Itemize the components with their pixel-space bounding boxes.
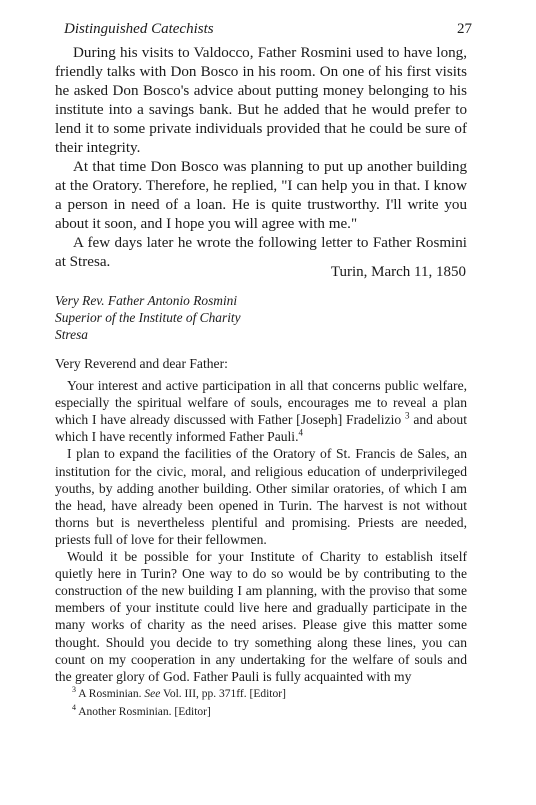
paragraph: A few days later he wrote the following letter to Father Rosmini at Stresa. bbox=[55, 235, 467, 270]
letter-dateline: Turin, March 11, 1850 bbox=[330, 264, 466, 280]
paragraph: During his visits to Valdocco, Father Rosmini used to have long, friendly talks with Don Bosco in his room. On one of his first visits he asked Don Bosco's advice about putting money belonging to his institute into a savings bank. But he added that he would prefer to lend it to some private individuals provided that he could be sure of their integrity. bbox=[55, 45, 467, 156]
address-line: Superior of the Institute of Charity bbox=[55, 310, 241, 325]
running-head bbox=[64, 20, 472, 38]
footnotes bbox=[72, 683, 286, 719]
letter-text: Your interest and active participation in all that concerns public welfare, especially the spiritual welfare of souls, encourages me to reveal a plan which I have already discussed with Father [Joseph] Fradelizio bbox=[55, 378, 467, 428]
page-number: 27 bbox=[457, 21, 472, 37]
footnote-text: Vol. III, pp. 371ff. [Editor] bbox=[163, 687, 286, 700]
letter-paragraph bbox=[55, 377, 467, 445]
footnote-mark: 4 bbox=[72, 702, 76, 712]
narrative-text bbox=[55, 44, 467, 272]
footnote-see: See bbox=[144, 687, 161, 700]
letter-text: and about which I have recently informed Father Pauli. bbox=[55, 412, 467, 445]
letter-paragraph: Would it be possible for your Institute of Charity to establish itself quietly here in Turin? One way to do so would be by contributing to the construction of the new building I am planning, with the proviso that some members of your institute could live here and gradually participate in the many works of charity as the need arises. Please give this matter some thought. Should you decide to try something along these lines, you can count on my cooperation in any undertaking for the welfare of souls and the greater glory of God. Father Pauli is fully acquainted with my bbox=[55, 549, 467, 684]
footnote-mark: 3 bbox=[72, 685, 76, 694]
footnote bbox=[72, 701, 286, 719]
footnote-reference: 4 bbox=[298, 427, 303, 438]
footnote-reference: 3 bbox=[405, 410, 410, 421]
letter-address bbox=[55, 292, 241, 343]
chapter-title: Distinguished Catechists bbox=[64, 21, 214, 37]
footnote bbox=[72, 683, 286, 701]
address-line: Stresa bbox=[55, 327, 88, 342]
paragraph: At that time Don Bosco was planning to put up another building at the Oratory. Therefore, he replied, "I can help you in that. I know a person in need of a loan. He is quite trustworthy. I'll write you about it soon, and I hope you will agree with me." bbox=[55, 159, 467, 232]
footnote-text: Another Rosminian. [Editor] bbox=[78, 705, 211, 718]
letter-salutation: Very Reverend and dear Father: bbox=[55, 356, 228, 371]
address-line: Very Rev. Father Antonio Rosmini bbox=[55, 293, 238, 308]
footnote-text: A Rosminian. bbox=[78, 687, 142, 700]
letter-body bbox=[55, 355, 467, 685]
letter-paragraph: I plan to expand the facilities of the Oratory of St. Francis de Sales, an institution for the civic, moral, and religious education of underprivileged youths, by adding another building. Other similar oratories, of which I am the head, have already been opened in Turin. The harvest is not without thorns but is nevertheless plentiful and promising. Priests are needed, priests full of love for their fellowmen. bbox=[55, 446, 467, 547]
